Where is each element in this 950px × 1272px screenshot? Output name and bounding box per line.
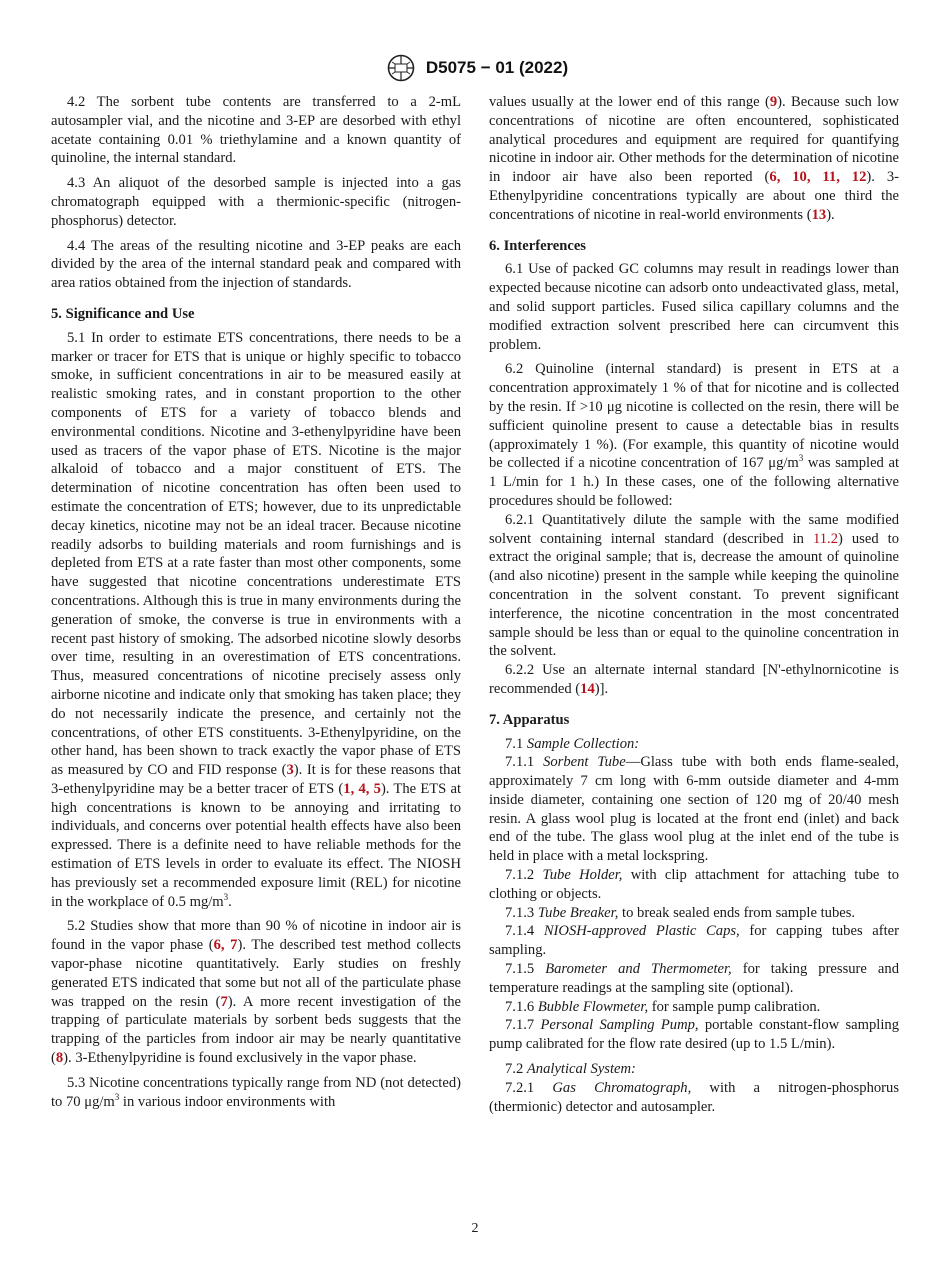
para-7-1-4: [489, 922, 899, 960]
text-run: 7.2.1: [505, 1079, 553, 1096]
reference-link-1-4-5[interactable]: 1, 4, 5: [343, 780, 381, 797]
text-run: 7.1.1: [505, 754, 544, 771]
para-7-1-7: [489, 1016, 899, 1054]
text-run: 7.1.5: [505, 961, 546, 978]
text-run: for taking pressure and temperature readings at the sampling site (optional).: [489, 961, 899, 996]
para-5-1: [51, 329, 461, 912]
superscript: 3: [223, 891, 229, 902]
text-run: —Glass tube with both ends flame-sealed, approximately 7 cm long with 6-mm outside diameter and 4-mm inside diameter, containing one section of 120 mg of 20/40 mesh resin. A glass wool plug is located at the front end (inlet) and back end of the tube. The glass wool plug at the inlet end of the tube is held in place with a metal lockspring.: [489, 754, 900, 865]
text-run: was sampled at 1 L/min for 1 h.) In these cases, one of the following alternative procedures should be followed:: [489, 455, 899, 509]
para-5-3-continued: [489, 93, 899, 225]
italic-term: Tube Breaker,: [537, 904, 619, 921]
text-run: 6.2.1 Quantitatively dilute the sample with the same modified solvent containing internal standard (described in: [489, 511, 899, 547]
left-column: [51, 93, 461, 1117]
reference-link-14[interactable]: 14: [580, 680, 595, 697]
text-run: ). The ETS at high concentrations is known to be annoying and irritating to individuals, and concerns over potential health effects have also been expressed. There is a definite need to have reliable methods for the estimation of ETS levels in order to evaluate its effect. The NIOSH has previously set a recommended exposure limit (REL) for nicotine in the workplace of 0.5 mg/m: [51, 780, 462, 910]
text-run: ). It is for these reasons that 3-ethenylpyridine may be a better tracer of ETS (: [51, 762, 461, 797]
section-link-11-2[interactable]: 11.2: [813, 530, 838, 547]
para-7-1-3: [489, 904, 899, 923]
italic-term: Personal Sampling Pump,: [540, 1017, 699, 1034]
section-5-heading: 5. Significance and Use: [51, 305, 195, 322]
para-6-2-1: [489, 511, 899, 661]
italic-term: Barometer and Thermometer,: [545, 961, 732, 978]
reference-link-3[interactable]: 3: [286, 762, 294, 779]
para-7-1-2: [489, 866, 899, 904]
text-run: ). A more recent investigation of the trapping of particulate materials by sorbent beds suggests that the trapping of the particles from indoor air may be nearly quantitative (: [51, 993, 461, 1067]
text-run: 5.2 Studies show that more than 90 % of nicotine in indoor air is found in the vapor phase (: [51, 918, 461, 954]
text-run: to break sealed ends from sample tubes.: [618, 904, 856, 921]
text-run: ) used to extract the original sample; that is, decrease the amount of quinoline (and also nicotine) present in the sample while keeping the quinoline concentration in the solvent constant. To prevent significant interference, the nicotine concentration in the most concentrated sample should be less than or equal to the quinoline concentration in the solvent.: [489, 530, 899, 660]
para-7-1-1: [489, 753, 899, 866]
para-6-2: [489, 360, 899, 510]
italic-term: Sorbent Tube: [543, 754, 626, 771]
text-run: 7.1.2: [505, 867, 543, 884]
text-run: portable constant-flow sampling pump calibrated for the flow rate desired (up to 1.5 L/min).: [489, 1017, 899, 1053]
para-7-1-6: [489, 998, 899, 1017]
reference-link-13[interactable]: 13: [811, 206, 827, 223]
italic-term: Tube Holder,: [542, 867, 623, 884]
superscript: 3: [114, 1091, 120, 1102]
reference-link-8[interactable]: 8: [55, 1050, 64, 1067]
text-run: ). 3-Ethenylpyridine is found exclusively in the vapor phase.: [63, 1050, 417, 1067]
para-6-2-2: [489, 661, 899, 699]
text-run: 6.2 Quinoline (internal standard) is present in ETS at a concentration approximately 1 % of that for nicotine and is collected by the resin. If >10 μg nicotine is collected on the resin, there will be sufficient quinoline present to cause a detectable bias in results (approximately 1 %). (For example, this quantity of nicotine would be collected if a nicotine concentration of 167 μg/m: [489, 361, 899, 472]
document-id: D5075 − 01 (2022): [425, 58, 569, 77]
italic-term: Gas Chromatograph,: [552, 1079, 692, 1096]
reference-link-6-10-11-12[interactable]: 6, 10, 11, 12: [769, 169, 867, 186]
text-run: ). Because such low concentrations of nicotine are often encountered, sophisticated analytical procedures and equipment are required for quantifying nicotine in indoor air. Other methods for the determination of nicotine in indoor air have also been reported (: [489, 94, 899, 186]
para-5-3: [51, 1074, 461, 1112]
section-6-heading: 6. Interferences: [489, 237, 586, 254]
text-run: 7.1.6: [505, 998, 538, 1015]
page-number: 2: [471, 1221, 479, 1236]
text-run: 7.2: [505, 1061, 527, 1078]
text-run: )].: [594, 680, 609, 697]
text-run: 7.1.4: [505, 923, 544, 940]
reference-link-9[interactable]: 9: [769, 94, 778, 110]
para-7-2-1: [489, 1079, 899, 1117]
text-run: 5.1 In order to estimate ETS concentrations, there needs to be a marker or tracer for ETS that is unique or highly specific to tobacco smoke, in sufficient concentrations in air to be measured easily at realistic smoking rates, and in constant proportion to the other components of ETS for a variety of tobacco blends and environmental conditions. Nicotine and 3-ethenylpyridine have been used as tracers of the vapor phase of ETS. Nicotine is the major alkaloid of tobacco and a major constituent of ETS. The determination of nicotine concentration has often been used to estimate the concentration of ETS; however, due to its unpredictable decay kinetics, nicotine may not be an ideal tracer. Because nicotine readily adsorbs to building materials and room furnishings and is depleted from ETS at a rate faster than most other components, some have suggested that nicotine concentrations underestimate ETS concentrations. Although this is true in many environments during the generation of smoke, the converse is true in environments with a recent past history of smoking. The adsorbed nicotine slowly desorbs over time, resulting in an overestimation of ETS concentrations. Thus, measured concentrations of nicotine precisely assess only airborne nicotine and indicate only that smoking has taken place; they do not necessarily indicate the presence, and certainly not the concentrations, of other ETS constituents. 3-Ethenylpyridine, on the other hand, has been shown to track exactly the vapor phase of ETS as measured by CO and FID response (: [51, 329, 461, 779]
text-run: 7.1: [505, 735, 527, 752]
text-run: 7.1.3: [505, 904, 538, 921]
para-7-2: [489, 1060, 899, 1079]
text-run: ).: [826, 206, 835, 223]
section-7-heading: 7. Apparatus: [489, 711, 570, 728]
text-run: in various indoor environments with: [119, 1093, 336, 1110]
astm-logo-icon: [382, 54, 420, 82]
italic-term: NIOSH-approved Plastic Caps,: [543, 923, 740, 940]
text-run: for capping tubes after sampling.: [489, 923, 899, 959]
right-column: [489, 93, 899, 1116]
para-4-2: 4.2 The sorbent tube contents are transferred to a 2-mL autosampler vial, and the nicotine and 3-EP are desorbed with ethyl acetate containing 0.01 % triethylamine and a known quantity of quinoline, the internal standard.: [51, 94, 461, 167]
reference-link-7[interactable]: 7: [220, 993, 228, 1010]
text-run: 6.2.2 Use an alternate internal standard [N'-ethylnornicotine is recommended (: [489, 662, 899, 697]
text-run: values usually at the lower end of this range (: [489, 94, 770, 110]
para-7-1-5: [489, 960, 899, 998]
text-run: 5.3 Nicotine concentrations typically range from ND (not detected) to 70 μg/m: [51, 1074, 461, 1110]
para-5-2: [51, 917, 461, 1067]
text-run: 7.1.7: [505, 1017, 541, 1034]
text-run: with clip attachment for attaching tube to clothing or objects.: [489, 867, 900, 902]
text-run: with a nitrogen-phosphorus (thermionic) detector and autosampler.: [489, 1079, 899, 1115]
text-run: for sample pump calibration.: [648, 998, 821, 1015]
reference-link-6-7[interactable]: 6, 7: [213, 937, 238, 954]
text-run: ). The described test method collects vapor-phase nicotine quantitatively. Early studies on freshly generated ETS indicated that some but not all of the particulate phase was trapped on the resin (: [51, 937, 461, 1010]
text-run: .: [228, 893, 232, 910]
page-header: [0, 54, 950, 87]
para-4-4: 4.4 The areas of the resulting nicotine and 3-EP peaks are each divided by the area of the internal standard peak and compared with area ratios obtained from the injection of standards.: [51, 237, 461, 292]
superscript: 3: [798, 453, 804, 464]
para-6-1: 6.1 Use of packed GC columns may result in readings lower than expected because nicotine can adsorb onto undeactivated glass, metal, and solid support particles. Fused silica capillary columns and the modified extraction solvent prescribed here can circumvent this problem.: [489, 261, 899, 353]
italic-term: Sample Collection:: [526, 735, 640, 752]
italic-term: Analytical System:: [526, 1061, 636, 1078]
para-7-1: [489, 735, 899, 754]
text-run: ). 3-Ethenylpyridine concentrations typically are about one third the concentrations of nicotine in real-world environments (: [489, 169, 899, 223]
italic-term: Bubble Flowmeter,: [537, 998, 649, 1015]
para-4-3: 4.3 An aliquot of the desorbed sample is injected into a gas chromatograph equipped with a thermionic-specific (nitrogen-phosphorus) detector.: [51, 175, 461, 229]
